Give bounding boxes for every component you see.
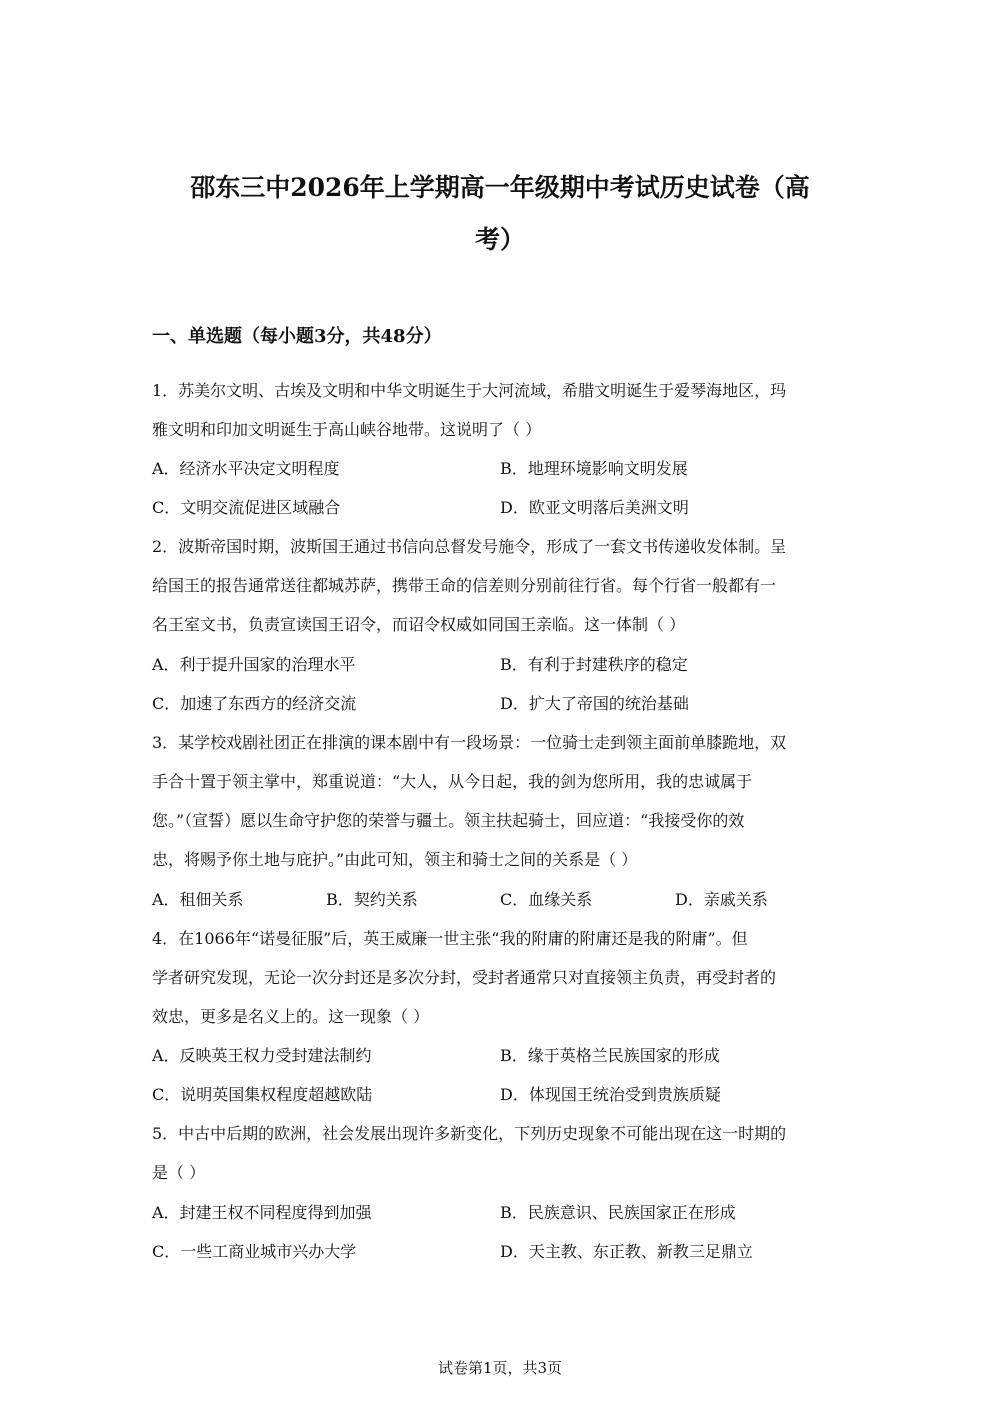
section-heading: 一、单选题（每小题3分，共48分） [152, 326, 442, 347]
exam-title-line-1: 邵东三中2026年上学期高一年级期中考试历史试卷（高 [190, 173, 810, 202]
question-3-text: 3．某学校戏剧社团正在排演的课本剧中有一段场景：一位骑士走到领主面前单膝跪地，双 [152, 733, 787, 752]
question-4-text: 学者研究发现，无论一次分封还是多次分封，受封者通常只对直接领主负责，再受封者的 [152, 968, 777, 987]
exam-title-line-2: 考） [474, 225, 525, 254]
question-5-option-c: C．一些工商业城市兴办大学 [152, 1242, 357, 1261]
question-1-option-c: C．文明交流促进区域融合 [152, 498, 341, 517]
question-4-option-a: A．反映英王权力受封建法制约 [152, 1046, 372, 1065]
question-2-option-a: A．利于提升国家的治理水平 [152, 655, 356, 674]
question-3-option-b: B．契约关系 [326, 890, 418, 909]
question-4-option-d: D．体现国王统治受到贵族质疑 [500, 1085, 721, 1104]
question-2-option-b: B．有利于封建秩序的稳定 [500, 655, 688, 674]
question-5-text: 5．中古中后期的欧洲，社会发展出现许多新变化，下列历史现象不可能出现在这一时期的 [152, 1124, 787, 1143]
question-1-text: 雅文明和印加文明诞生于高山峡谷地带。这说明了（ ） [152, 420, 542, 439]
question-2-text: 名王室文书，负责宣读国王诏令，而诏令权威如同国王亲临。这一体制（ ） [152, 615, 686, 634]
page-footer: 试卷第1页，共3页 [437, 1359, 563, 1377]
question-5-option-b: B．民族意识、民族国家正在形成 [500, 1203, 736, 1222]
question-1-option-b: B．地理环境影响文明发展 [500, 459, 688, 478]
question-3-text: 忠，将赐予你土地与庇护。”由此可知，领主和骑士之间的关系是（ ） [152, 850, 638, 869]
question-5-option-a: A．封建王权不同程度得到加强 [152, 1203, 372, 1222]
question-4-option-b: B．缘于英格兰民族国家的形成 [500, 1046, 720, 1065]
question-3-option-c: C．血缘关系 [500, 890, 593, 909]
question-2-option-d: D．扩大了帝国的统治基础 [500, 694, 689, 713]
question-2-option-c: C．加速了东西方的经济交流 [152, 694, 357, 713]
question-5-text: 是（ ） [152, 1163, 206, 1182]
question-1-option-d: D．欧亚文明落后美洲文明 [500, 498, 689, 517]
question-3-option-a: A．租佃关系 [152, 890, 244, 909]
question-1-option-a: A．经济水平决定文明程度 [152, 459, 340, 478]
question-4-option-c: C．说明英国集权程度超越欧陆 [152, 1085, 373, 1104]
question-4-text: 效忠，更多是名义上的。这一现象（ ） [152, 1007, 430, 1026]
question-2-text: 2．波斯帝国时期，波斯国王通过书信向总督发号施令，形成了一套文书传递收发体制。呈 [152, 537, 787, 556]
question-3-option-d: D．亲戚关系 [675, 890, 768, 909]
question-1-text: 1．苏美尔文明、古埃及文明和中华文明诞生于大河流域，希腊文明诞生于爱琴海地区，玛 [152, 381, 787, 400]
question-3-text: 手合十置于领主掌中，郑重说道：“大人，从今日起，我的剑为您所用，我的忠诚属于 [152, 772, 753, 791]
question-3-text: 您。”（宣誓）愿以生命守护您的荣誉与疆土。领主扶起骑士，回应道：“我接受你的效 [152, 811, 745, 830]
question-4-text: 4．在1066年“诺曼征服”后，英王威廉一世主张“我的附庸的附庸还是我的附庸”。但 [152, 929, 748, 948]
question-5-option-d: D．天主教、东正教、新教三足鼎立 [500, 1242, 753, 1261]
question-2-text: 给国王的报告通常送往都城苏萨，携带王命的信差则分别前往行省。每个行省一般都有一 [152, 576, 777, 595]
